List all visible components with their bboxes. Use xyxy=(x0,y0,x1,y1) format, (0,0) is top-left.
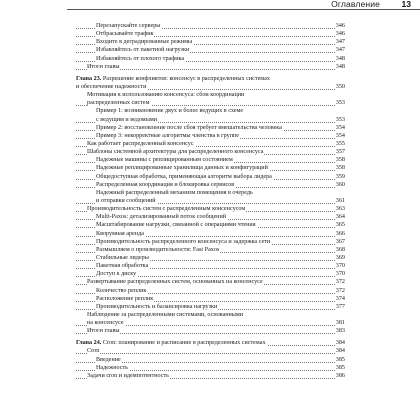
toc-page-number: 372 xyxy=(335,287,345,294)
toc-entry-title xyxy=(87,372,170,380)
toc-entry-title xyxy=(96,213,227,221)
toc-entry-text: Перезапускайте серверы xyxy=(96,23,161,29)
toc-entry-text: Задачи cron и идемпотентность xyxy=(87,372,169,379)
toc-entry-text: Наблюдение за распределенными системами, основанными xyxy=(87,311,244,318)
toc-entry-text: Производительность систем с распределенным консенсусом xyxy=(87,206,246,213)
toc-entry[interactable] xyxy=(0,46,420,54)
toc-entry-text: Производительность и балансировка нагрузки xyxy=(96,303,218,310)
toc-entry[interactable] xyxy=(0,262,420,270)
toc-entry-title xyxy=(96,30,154,38)
toc-page-number: 346 xyxy=(335,31,345,38)
toc-entry-text: Введение xyxy=(96,356,121,363)
toc-entry[interactable] xyxy=(0,22,420,30)
toc-page-number: 348 xyxy=(335,55,345,62)
toc-page-number: 366 xyxy=(335,230,345,237)
toc-entry-text: Разрешение конфликтов: консенсус в распределенных системах xyxy=(102,75,270,82)
toc-page-number: 348 xyxy=(335,63,345,70)
toc-page-number: 354 xyxy=(335,124,345,131)
toc-page-number: 386 xyxy=(335,372,345,379)
chapter-label: Глава 23. xyxy=(76,75,102,82)
toc-entry[interactable] xyxy=(0,278,420,286)
toc-entry-text: Количество реплик xyxy=(96,287,147,294)
toc-entry[interactable] xyxy=(0,230,420,238)
toc-page-number: 347 xyxy=(335,39,345,46)
toc-entry-title xyxy=(96,303,218,311)
toc-entry[interactable] xyxy=(0,181,420,189)
toc-entry-text: и отправки сообщений xyxy=(96,197,156,204)
toc-page-number: 358 xyxy=(335,157,345,164)
toc-entry-title xyxy=(96,156,234,164)
toc-entry-text: и обеспечение надежности xyxy=(76,83,147,90)
toc-entry-title xyxy=(96,132,240,140)
toc-entry[interactable] xyxy=(0,372,420,380)
toc-entry-text: на консенсусе xyxy=(87,320,124,327)
toc-entry[interactable] xyxy=(0,254,420,262)
toc-entry[interactable] xyxy=(0,63,420,71)
toc-entry-text: Общедоступная обработка, применяющая алгоритм выбора лидера xyxy=(96,173,272,180)
toc-page-number: 357 xyxy=(335,149,345,156)
toc-page-number: 361 xyxy=(335,197,345,204)
toc-entry-title xyxy=(87,140,195,148)
toc-entry-title xyxy=(87,278,264,286)
toc-chapter-line[interactable] xyxy=(0,83,420,91)
toc-entry[interactable] xyxy=(0,156,420,164)
toc-entry-title xyxy=(76,339,267,347)
toc-entry[interactable] xyxy=(0,91,420,99)
toc-entry-text: Пример 3: некорректные алгоритмы членства в группе xyxy=(96,132,240,139)
toc-page-number: 372 xyxy=(335,279,345,286)
toc-entry[interactable] xyxy=(0,164,420,172)
toc-entry-title xyxy=(96,238,271,246)
toc-entry[interactable] xyxy=(0,148,420,156)
toc-entry-text: Отбрасывайте трафик xyxy=(96,31,154,38)
toc-entry[interactable] xyxy=(0,107,420,115)
toc-entry-title xyxy=(96,270,137,278)
toc-entry-title xyxy=(96,262,149,270)
toc-entry-text: Производительность распределенного консенсуса и задержка сети xyxy=(96,238,271,245)
toc-entry-title xyxy=(87,63,120,71)
toc-entry-text: Мотивация к использованию консенсуса: сбои координации xyxy=(87,92,245,99)
header-rule xyxy=(67,9,420,10)
toc-entry-title xyxy=(87,327,120,335)
toc-page-number: 370 xyxy=(335,263,345,270)
toc-entry-text: Итоги главы xyxy=(87,63,120,70)
toc-entry-title xyxy=(87,347,100,355)
toc-entry-title xyxy=(87,319,125,327)
toc-entry-text: Доступ к диску xyxy=(96,271,137,278)
toc-entry[interactable] xyxy=(0,347,420,355)
toc-entry-title xyxy=(96,221,257,229)
toc-entry-text: Надежность xyxy=(96,364,128,371)
toc-entry-title xyxy=(87,205,246,213)
toc-page-number: 369 xyxy=(335,254,345,261)
toc-entry-text: Входите в деградированные режимы xyxy=(96,39,193,46)
toc-entry-text: Размышляем о производительности: Fast Paxos xyxy=(96,246,220,253)
toc-entry-text: Пакетная обработка xyxy=(96,263,149,270)
toc-entry-title xyxy=(87,99,151,107)
toc-entry[interactable] xyxy=(0,140,420,148)
toc-entry-title xyxy=(96,254,150,262)
toc-page-number: 358 xyxy=(335,165,345,172)
toc-entry[interactable] xyxy=(0,55,420,63)
toc-entry[interactable] xyxy=(0,246,420,254)
toc-entry-title xyxy=(96,22,161,30)
toc-entry-title xyxy=(96,107,243,115)
toc-entry[interactable] xyxy=(0,30,420,38)
toc-entry[interactable] xyxy=(0,364,420,372)
toc-page-number: 384 xyxy=(335,340,345,347)
toc-page-number: 367 xyxy=(335,238,345,245)
page-number: 13 xyxy=(401,0,411,9)
toc-entry-title xyxy=(96,197,157,205)
toc-page-number: 365 xyxy=(335,222,345,229)
toc-entry-text: Развертывание распределенных систем, основанных на консенсусе xyxy=(87,279,263,286)
toc-entry[interactable] xyxy=(0,319,420,327)
toc-entry-title xyxy=(96,181,235,189)
toc-entry-title xyxy=(87,311,243,319)
toc-page-number: 383 xyxy=(335,328,345,335)
toc-page-number: 385 xyxy=(335,356,345,363)
toc-entry-text: Cron xyxy=(87,348,100,355)
toc-page-number: 353 xyxy=(335,116,345,123)
toc-page-number: 374 xyxy=(335,295,345,302)
toc-entry-text: Пример 1: возникновение двух и более ведущих в схеме xyxy=(96,108,244,115)
toc-entry[interactable] xyxy=(0,303,420,311)
toc-entry-text: Шаблоны системной архитектуры для распределенного консенсуса xyxy=(87,149,264,156)
toc-entry-title xyxy=(76,75,270,83)
toc-entry-title xyxy=(87,91,244,99)
toc-entry[interactable] xyxy=(0,213,420,221)
toc-entry-text: Надежные машины с реплицированным состоянием xyxy=(96,157,233,164)
toc-entry-title xyxy=(96,364,129,372)
toc-page-number: 377 xyxy=(335,303,345,310)
toc-entry[interactable] xyxy=(0,173,420,181)
toc-page-number: 346 xyxy=(335,23,345,29)
toc-entry-text: Распределенная координация и блокировка сервисов xyxy=(96,181,235,188)
toc-entry-text: распределенных систем xyxy=(87,100,150,107)
toc-entry-text: с ведущим и ведомыми xyxy=(96,116,157,123)
toc-entry[interactable] xyxy=(0,327,420,335)
toc-entry[interactable] xyxy=(0,197,420,205)
toc-entry[interactable] xyxy=(0,99,420,107)
toc-entry[interactable] xyxy=(0,38,420,46)
toc-entry-title xyxy=(96,246,220,254)
toc-page-number: 350 xyxy=(335,83,345,90)
toc-entry-title xyxy=(96,230,145,238)
toc-page-number: 364 xyxy=(335,214,345,221)
toc-entry-title xyxy=(96,164,269,172)
toc-page-number: 360 xyxy=(335,181,345,188)
toc-entry-text: Cron: планирование и расписание в распределенных системах xyxy=(102,340,266,347)
toc-entry-text: Избавляйтесь от пакетной нагрузки xyxy=(96,47,190,54)
toc-entry-text: Надежный распределенный механизм помещения в очередь xyxy=(96,189,253,196)
toc-entry-text: Избавляйтесь от плохого трафика xyxy=(96,55,185,62)
chapter-label: Глава 24. xyxy=(76,340,102,347)
toc-entry-title xyxy=(96,46,190,54)
toc-entry-text: Расположение реплик xyxy=(96,295,154,302)
toc-entry-title xyxy=(96,356,122,364)
toc-entry-title xyxy=(96,124,283,132)
toc-page-number: 354 xyxy=(335,132,345,139)
toc-entry-title xyxy=(96,189,253,197)
toc-entry-title xyxy=(96,287,147,295)
toc-entry-title xyxy=(96,295,154,303)
toc-entry[interactable] xyxy=(0,221,420,229)
toc-page-number: 363 xyxy=(335,206,345,213)
toc-chapter-line[interactable] xyxy=(0,75,420,83)
toc-entry[interactable] xyxy=(0,132,420,140)
toc-entry-title xyxy=(96,55,185,63)
toc-entry[interactable] xyxy=(0,205,420,213)
toc-entry-title xyxy=(87,148,264,156)
toc-entry-text: Итоги главы xyxy=(87,328,120,335)
toc-chapter-line[interactable] xyxy=(0,339,420,347)
toc-page-number: 370 xyxy=(335,271,345,278)
toc-entry[interactable] xyxy=(0,356,420,364)
toc-entry[interactable] xyxy=(0,116,420,124)
toc-entry[interactable] xyxy=(0,238,420,246)
toc-page-number: 384 xyxy=(335,348,345,355)
toc-entry[interactable] xyxy=(0,295,420,303)
toc-page-number: 355 xyxy=(335,140,345,147)
toc-entry-text: Пример 2: восстановление после сбоя требует вмешательства человека xyxy=(96,124,282,131)
toc-entry-title xyxy=(96,116,158,124)
toc-entry-title xyxy=(96,38,193,46)
toc-entry[interactable] xyxy=(0,270,420,278)
toc-entry-text: Надежные реплицированные хранилища данных и конфигураций xyxy=(96,165,268,172)
toc-page-number: 347 xyxy=(335,47,345,54)
toc-entry-title xyxy=(76,83,147,91)
toc-entry-text: Как работает распределенный консенсус xyxy=(87,140,194,147)
toc-entry-text: Масштабирование нагрузки, связанной с операциями чтения xyxy=(96,222,256,229)
toc-entry[interactable] xyxy=(0,124,420,132)
toc-entry-text: Стабильные лидеры xyxy=(96,254,149,261)
toc-page-number: 368 xyxy=(335,246,345,253)
toc-page-number: 359 xyxy=(335,173,345,180)
toc-page-number: 385 xyxy=(335,364,345,371)
toc-entry-text: Multi-Paxos: детализированный поток сообщений xyxy=(96,214,227,221)
toc-entry-text: Кворумная аренда xyxy=(96,230,144,237)
toc-page-number: 381 xyxy=(335,320,345,327)
toc-entry-title xyxy=(96,173,273,181)
toc-entry[interactable] xyxy=(0,189,420,197)
running-header xyxy=(0,0,420,9)
toc-entry[interactable] xyxy=(0,287,420,295)
table-of-contents xyxy=(0,22,420,380)
toc-entry[interactable] xyxy=(0,311,420,319)
toc-page-number: 353 xyxy=(335,100,345,107)
running-header-title: Оглавление xyxy=(331,0,380,9)
